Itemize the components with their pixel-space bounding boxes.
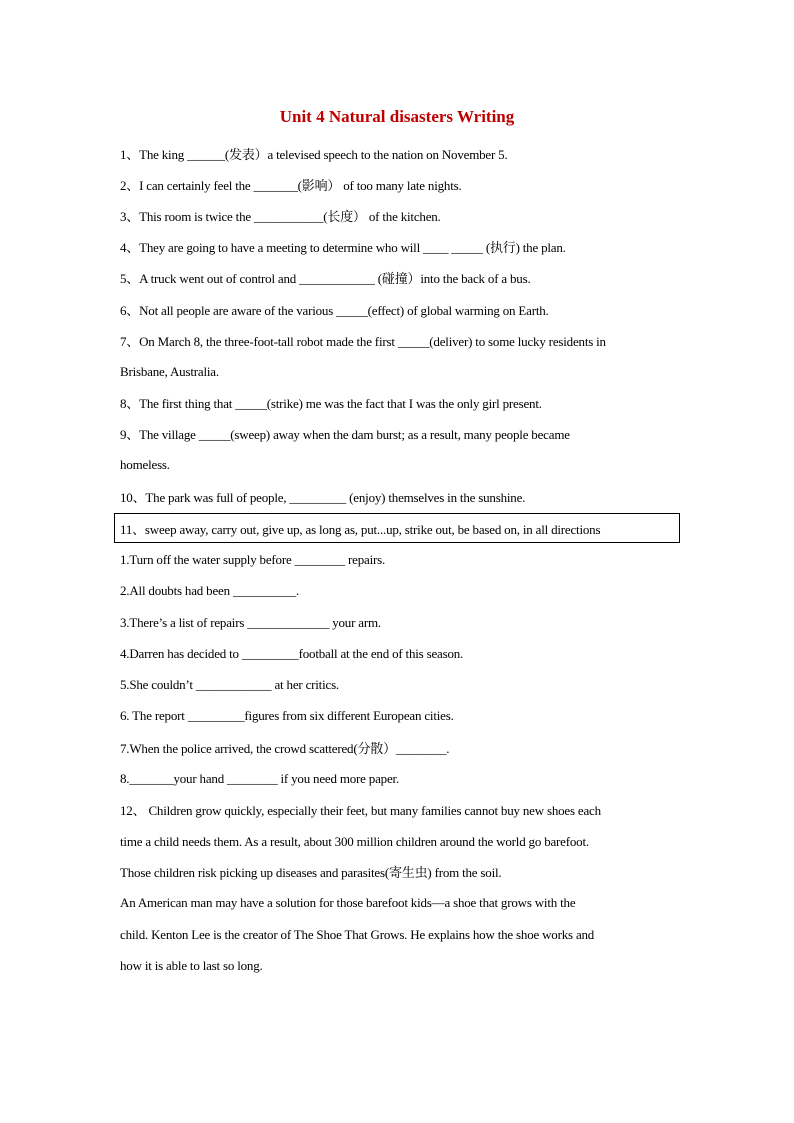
passage-line-3: Those children risk picking up diseases and parasites(寄生虫) from the soil. xyxy=(120,865,502,880)
fill-item-6: 6. The report _________figures from six different European cities. xyxy=(120,708,454,723)
fill-item-1: 1.Turn off the water supply before ________ repairs. xyxy=(120,552,386,567)
question-9: 9、The village _____(sweep) away when the dam burst; as a result, many people became xyxy=(120,427,570,442)
question-7-continued: Brisbane, Australia. xyxy=(120,364,219,379)
question-9-continued: homeless. xyxy=(120,457,170,472)
passage-line-4: An American man may have a solution for those barefoot kids—a shoe that grows with the xyxy=(120,895,576,910)
fill-item-2: 2.All doubts had been __________. xyxy=(120,583,299,598)
fill-item-4: 4.Darren has decided to _________football at the end of this season. xyxy=(120,646,464,661)
question-1: 1、The king ______(发表）a televised speech to the nation on November 5. xyxy=(120,147,508,162)
passage-line-6: how it is able to last so long. xyxy=(120,958,263,973)
fill-item-8: 8._______your hand ________ if you need more paper. xyxy=(120,771,399,786)
question-7: 7、On March 8, the three-foot-tall robot made the first _____(deliver) to some lucky residents in xyxy=(120,334,606,349)
question-8: 8、The first thing that _____(strike) me was the fact that I was the only girl present. xyxy=(120,396,542,411)
passage-line-1: 12、 Children grow quickly, especially their feet, but many families cannot buy new shoes each xyxy=(120,803,601,818)
question-3: 3、This room is twice the ___________(长度） of the kitchen. xyxy=(120,209,441,224)
phrase-list: 11、sweep away, carry out, give up, as long as, put...up, strike out, be based on, in all directions xyxy=(120,522,601,537)
page-title: Unit 4 Natural disasters Writing xyxy=(279,107,515,126)
fill-item-3: 3.There’s a list of repairs _____________ your arm. xyxy=(120,615,381,630)
fill-item-5: 5.She couldn’t ____________ at her critics. xyxy=(120,677,339,692)
passage-line-2: time a child needs them. As a result, about 300 million children around the world go barefoot. xyxy=(120,834,589,849)
fill-item-7: 7.When the police arrived, the crowd scattered(分散）________. xyxy=(120,741,450,756)
question-2: 2、I can certainly feel the _______(影响） of too many late nights. xyxy=(120,178,462,193)
question-5: 5、A truck went out of control and ____________ (碰撞）into the back of a bus. xyxy=(120,271,531,286)
question-10: 10、The park was full of people, _________ (enjoy) themselves in the sunshine. xyxy=(120,490,526,505)
question-6: 6、Not all people are aware of the various _____(effect) of global warming on Earth. xyxy=(120,303,549,318)
passage-line-5: child. Kenton Lee is the creator of The Shoe That Grows. He explains how the shoe works and xyxy=(120,927,595,942)
question-4: 4、They are going to have a meeting to determine who will ____ _____ (执行) the plan. xyxy=(120,240,566,255)
